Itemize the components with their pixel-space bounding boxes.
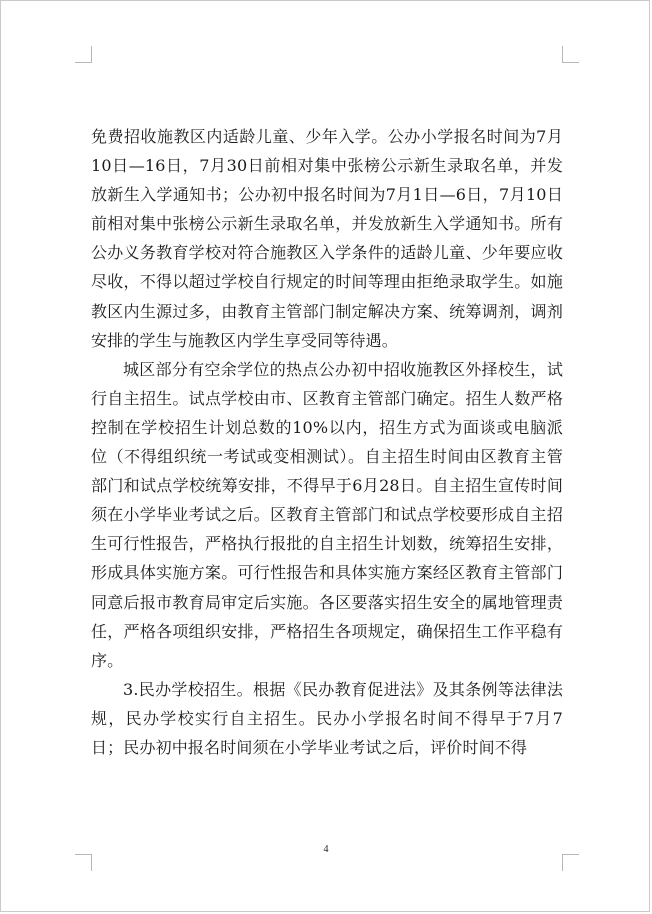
crop-mark-bottom-left [75, 854, 92, 871]
paragraph-public-school-enrollment: 免费招收施教区内适龄儿童、少年入学。公办小学报名时间为7月10日—16日，7月30日前相对集中张榜公示新生录取名单，并发放新生入学通知书；公办初中报名时间为7月1日—6日，7月10日前相对集中张榜公示新生录取名单，并发放新生入学通知书。所有公办义务教育学校对符合施教区入学条件的适龄儿童、少年要应收尽收，不得以超过学校自行规定的时间等理由拒绝录取学生。如施教区内生源过多，由教育主管部门制定解决方案、统筹调剂，调剂安排的学生与施教区内学生享受同等待遇。 [91, 127, 563, 350]
paragraph-independent-enrollment: 城区部分有空余学位的热点公办初中招收施教区外择校生，试行自主招生。试点学校由市、区教育主管部门确定。招生人数严格控制在学校招生计划总数的10%以内，招生方式为面谈或电脑派位（不得组织统一考试或变相测试）。自主招生时间由区教育主管部门和试点学校统筹安排，不得早于6月28日。自主招生宣传时间须在小学毕业考试之后。区教育主管部门和试点学校要形成自主招生可行性报告，严格执行报批的自主招生计划数，统筹招生安排，形成具体实施方案。可行性报告和具体实施方案经区教育主管部门同意后报市教育局审定后实施。各区要落实招生安全的属地管理责任，严格各项组织安排，严格招生各项规定，确保招生工作平稳有序。 [91, 359, 563, 670]
crop-mark-bottom-right [562, 854, 579, 871]
paragraph-private-school-enrollment: 3.民办学校招生。根据《民办教育促进法》及其条例等法律法规，民办学校实行自主招生。民办小学报名时间不得早于7月7日；民办初中报名时间须在小学毕业考试之后，评价时间不得 [91, 679, 563, 757]
crop-mark-top-left [75, 46, 92, 63]
document-body [91, 122, 563, 762]
page-number: 4 [323, 844, 329, 855]
crop-mark-top-right [562, 46, 579, 63]
